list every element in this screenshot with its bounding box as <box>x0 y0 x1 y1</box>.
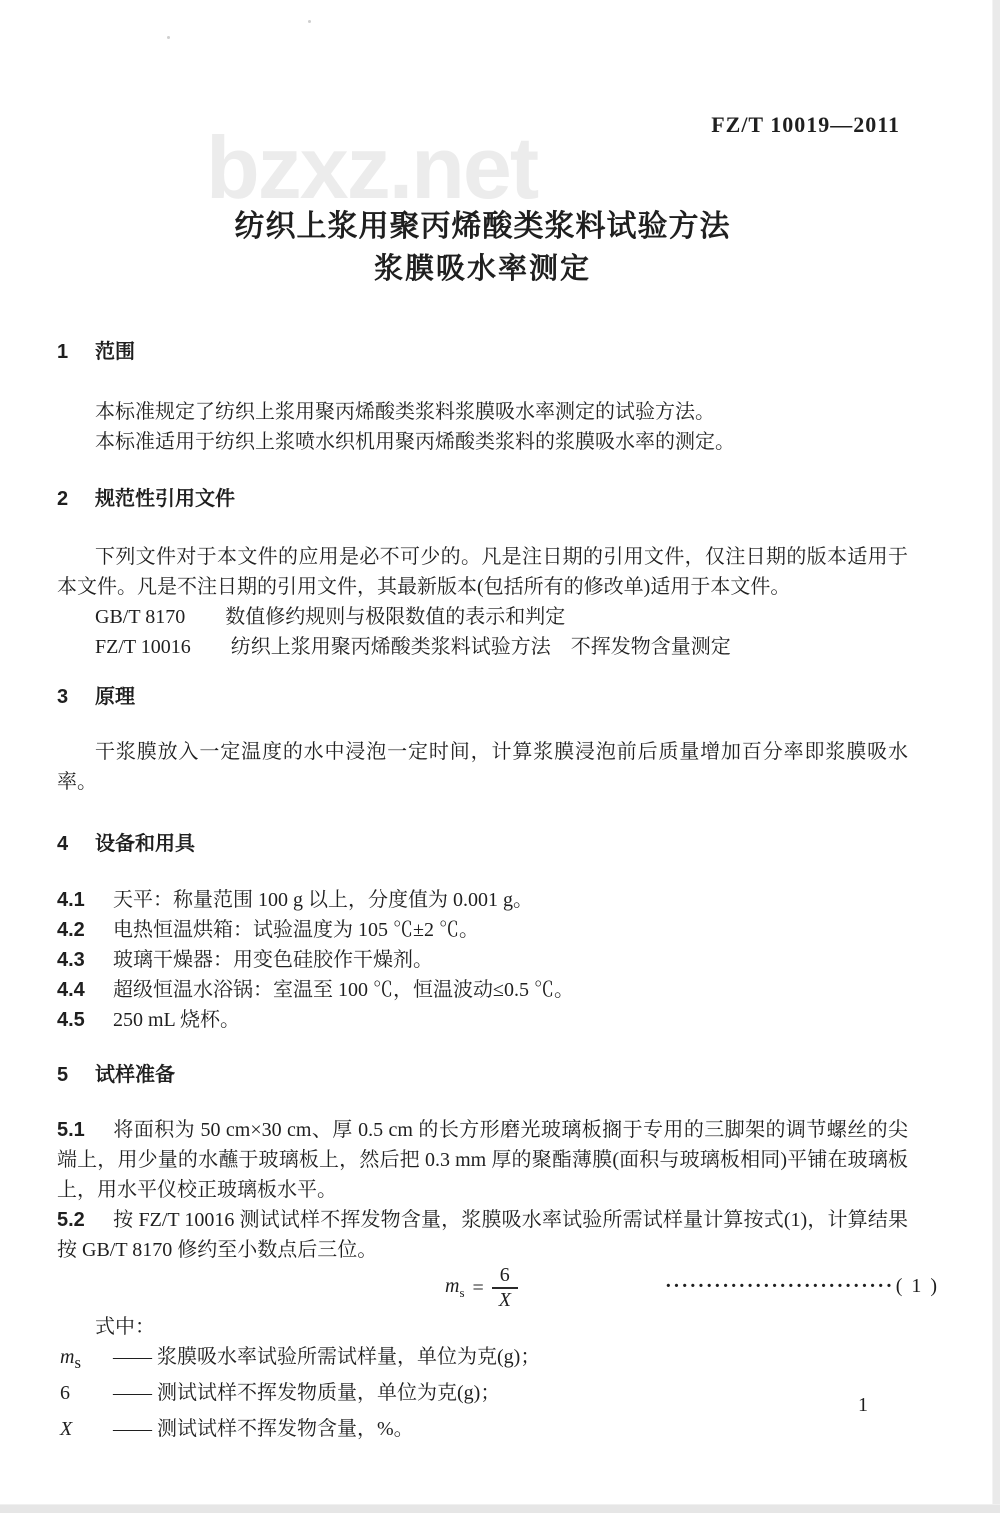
section-number: 5 <box>57 1064 69 1086</box>
legend-item-x <box>60 1414 908 1450</box>
equation-1-expression <box>445 1265 518 1311</box>
legend-text: 测试试样不挥发物含量，%。 <box>157 1418 414 1440</box>
page-title-line-1: 纺织上浆用聚丙烯酸类浆料试验方法 <box>234 210 731 243</box>
section-title: 设备和用具 <box>95 833 195 855</box>
clause-4-1 <box>57 885 908 915</box>
scan-edge-bottom <box>0 1504 1000 1513</box>
legend-text: 测试试样不挥发物质量，单位为克(g)； <box>157 1382 501 1404</box>
section-2-heading <box>57 486 908 512</box>
clause-5-2 <box>57 1205 908 1265</box>
section-title: 范围 <box>95 341 135 363</box>
legend-symbol: 6 <box>60 1382 70 1404</box>
equation-leader-dots: ···························· ( 1 ) <box>665 1275 940 1297</box>
legend-symbol: X <box>60 1418 73 1440</box>
fraction-numerator: 6 <box>492 1265 518 1289</box>
page-number: 1 <box>858 1394 868 1416</box>
section-3-heading <box>57 684 908 710</box>
clause-4-2 <box>57 915 908 945</box>
clause-text: 按 FZ/T 10016 测试试样不挥发物含量，浆膜吸水率试验所需试样量计算按式(1)，计算结果按 GB/T 8170 修约至小数点后三位。 <box>57 1209 908 1261</box>
section-number: 2 <box>57 488 69 510</box>
legend-dash: —— <box>113 1418 151 1440</box>
legend-symbol: $m_s$ <box>60 1346 81 1372</box>
equation-number: ( 1 ) <box>895 1275 940 1297</box>
section-1-paragraph: 本标准适用于纺织上浆喷水织机用聚丙烯酸类浆料的浆膜吸水率的测定。 <box>95 431 735 453</box>
legend-dash: —— <box>113 1382 151 1404</box>
clause-number: 5.2 <box>57 1209 85 1231</box>
clause-number: 4.4 <box>57 979 85 1001</box>
page-title <box>57 207 908 289</box>
clause-number: 4.2 <box>57 919 85 941</box>
fraction-denominator: X <box>498 1289 511 1311</box>
section-1-paragraph: 本标准规定了纺织上浆用聚丙烯酸类浆料浆膜吸水率测定的试验方法。 <box>95 401 715 423</box>
page-title-line-2: 浆膜吸水率测定 <box>373 253 591 285</box>
section-4-heading <box>57 831 908 857</box>
clause-number: 5.1 <box>57 1119 85 1141</box>
equation-1 <box>57 1264 940 1311</box>
section-3-paragraph: 干浆膜放入一定温度的水中浸泡一定时间，计算浆膜浸泡前后质量增加百分率即浆膜吸水率。 <box>57 741 908 793</box>
clause-text: 250 mL 烧杯。 <box>113 1009 241 1031</box>
section-number: 1 <box>57 341 69 363</box>
clause-4-3 <box>57 945 908 975</box>
equals-sign: = <box>472 1276 484 1299</box>
legend-item-6 <box>60 1378 908 1414</box>
clause-text: 电热恒温烘箱：试验温度为 105 ℃±2 ℃。 <box>113 919 479 941</box>
section-title: 规范性引用文件 <box>95 488 235 510</box>
section-2-paragraph: 下列文件对于本文件的应用是必不可少的。凡是注日期的引用文件，仅注日期的版本适用于本文件。凡是不注日期的引用文件，其最新版本(包括所有的修改单)适用于本文件。 <box>57 546 908 598</box>
clause-number: 4.3 <box>57 949 85 971</box>
legend-dash: —— <box>113 1346 151 1368</box>
section-5-heading <box>57 1062 908 1088</box>
section-number: 4 <box>57 833 69 855</box>
section-title: 原理 <box>95 686 135 708</box>
clause-text: 天平：称量范围 100 g 以上，分度值为 0.001 g。 <box>113 889 533 911</box>
clause-number: 4.5 <box>57 1009 85 1031</box>
section-1-heading <box>57 339 908 365</box>
watermark: bzxz.net <box>206 118 538 217</box>
normative-reference: FZ/T 10016 纺织上浆用聚丙烯酸类浆料试验方法 不挥发物含量测定 <box>95 636 731 658</box>
clause-number: 4.1 <box>57 889 85 911</box>
normative-reference: GB/T 8170 数值修约规则与极限数值的表示和判定 <box>95 606 566 628</box>
legend-item-ms <box>60 1342 908 1378</box>
clause-text: 玻璃干燥器：用变色硅胶作干燥剂。 <box>113 949 433 971</box>
clause-4-4 <box>57 975 908 1005</box>
fraction <box>492 1265 518 1311</box>
clause-5-1 <box>57 1115 908 1205</box>
equation-lhs: $m_s$ <box>445 1275 465 1300</box>
section-number: 3 <box>57 686 69 708</box>
legend-text: 浆膜吸水率试验所需试样量，单位为克(g)； <box>157 1346 541 1368</box>
section-title: 试样准备 <box>95 1064 175 1086</box>
legend-intro: 式中： <box>95 1316 155 1338</box>
clause-4-5 <box>57 1005 908 1035</box>
clause-text: 将面积为 50 cm×30 cm、厚 0.5 cm 的长方形磨光玻璃板搁于专用的三脚架的调节螺丝的尖端上，用少量的水蘸于玻璃板上，然后把 0.3 mm 厚的聚酯薄膜(面积与玻璃板相同)平铺在玻璃板上，用水平仪校正玻璃板水平。 <box>57 1119 908 1201</box>
standard-code: FZ/T 10019—2011 <box>711 112 900 137</box>
clause-text: 超级恒温水浴锅：室温至 100 ℃，恒温波动≤0.5 ℃。 <box>113 979 574 1001</box>
